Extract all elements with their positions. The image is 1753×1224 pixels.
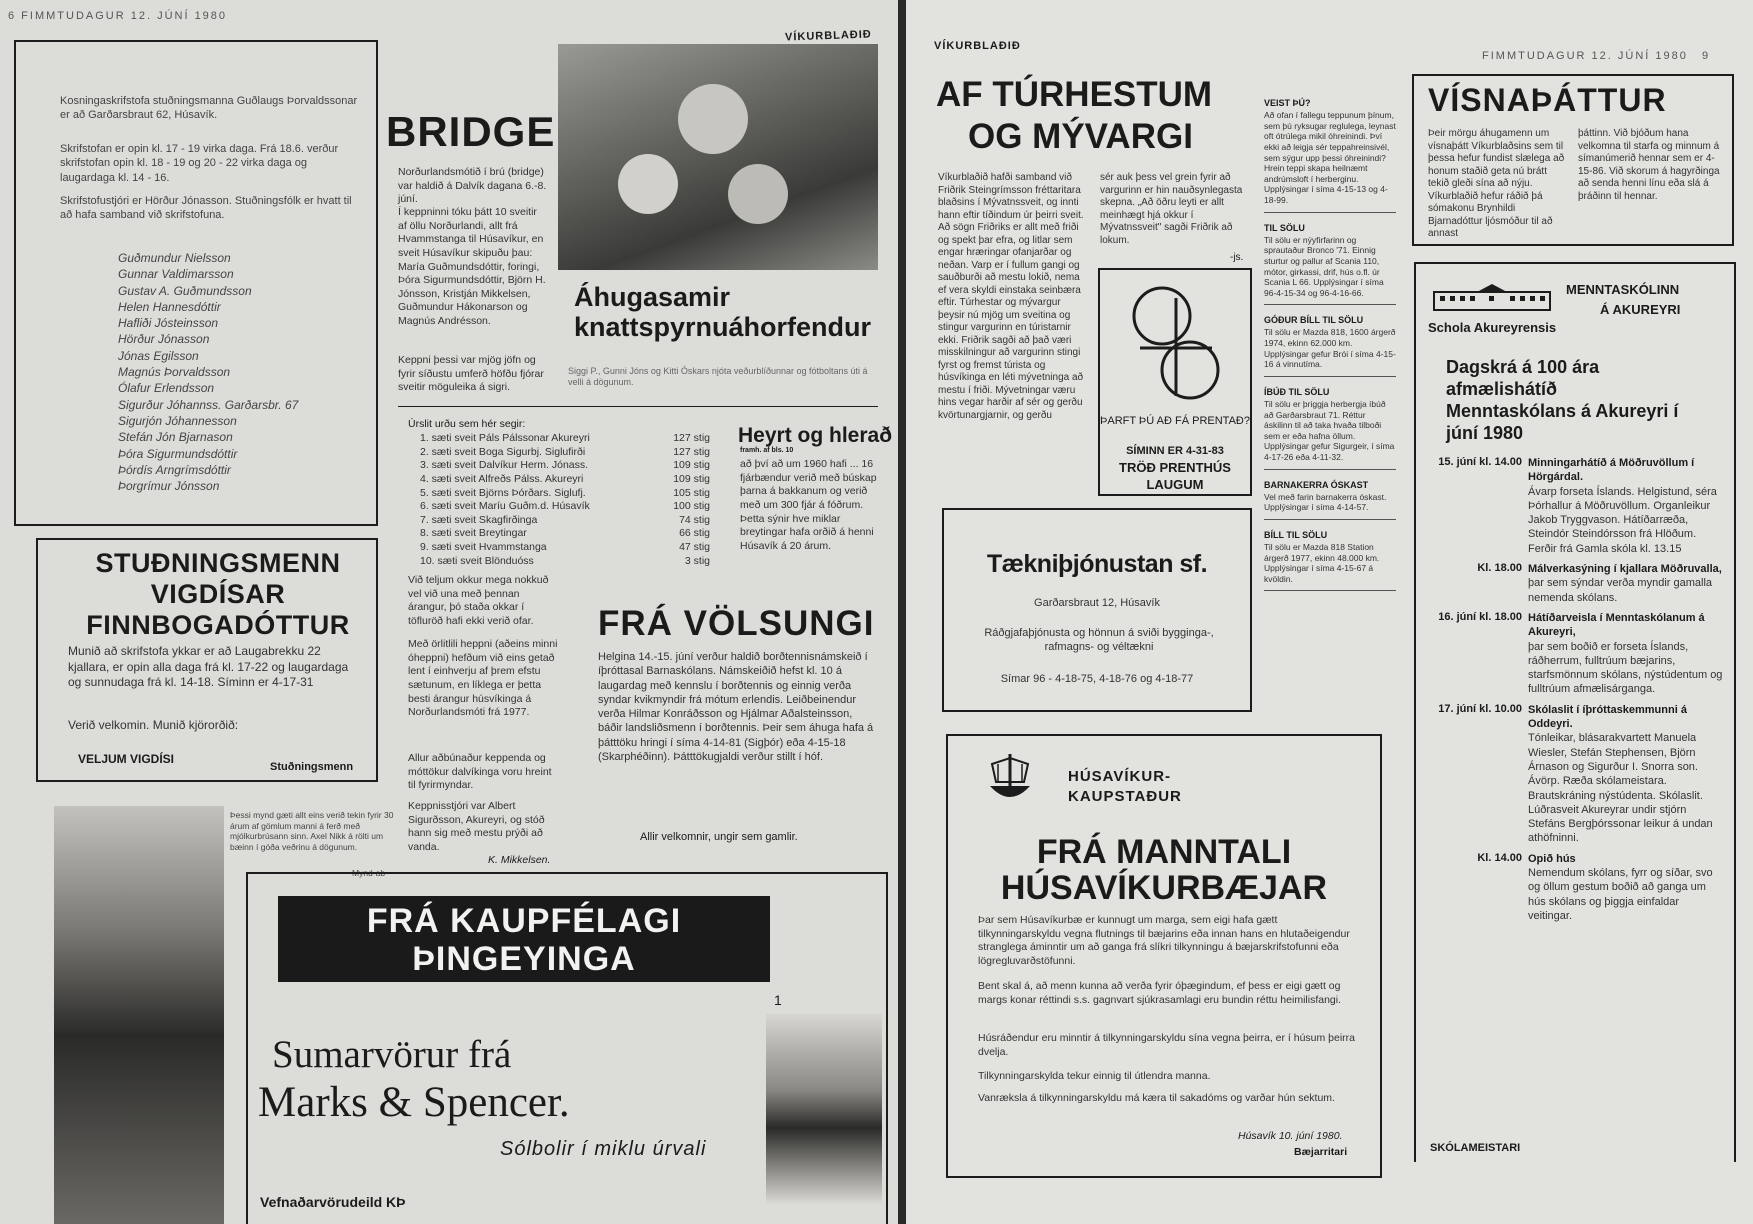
bridge-result-row <box>420 432 710 446</box>
manntal-paragraph-2: Bent skal á, að menn kunna að verða fyrir óþægindum, ef þess er eigi gætt og margs konar réttindi s.s. gagnvart sjúkrasamlagi eru bundin réttu heimilisfangi. <box>978 980 1342 1006</box>
supporter-name: Helen Hannesdóttir <box>118 299 221 314</box>
supporter-name: Sigurjón Jóhannesson <box>118 413 237 428</box>
classified-body: Að ofan í fallegu teppunum þínum, sem þú ryksugar reglulega, leynast oft ótrúlega mikil óhreinindi. Því ekki að leigja sér teppahreinsivél, sem sýgur upp þessi óhreinindi? Hrein teppi skapa heilnæmt andrúmsloft í herberginu. Upplýsingar í síma 4-15-13 og 4-18-99. <box>1264 110 1396 205</box>
supporter-name: Hafliði Jósteinsson <box>118 316 219 331</box>
supporter-name: Stefán Jón Bjarnason <box>118 430 233 445</box>
bridge-result-points: 3 stig <box>684 554 710 567</box>
visna-box <box>1412 74 1734 246</box>
schedule-event-title: Hátíðarveisla í Menntaskólanum á Akureyri, <box>1528 611 1705 639</box>
supporter-name: Hörður Jónasson <box>118 332 210 347</box>
bridge-title: BRIDGE <box>386 108 556 155</box>
volsungi-closing: Allir velkomnir, ungir sem gamlir. <box>640 831 798 843</box>
kaupfelag-title-2: ÞINGEYINGA <box>412 940 636 978</box>
classified-ad <box>1264 223 1396 306</box>
vigdis-title: STUÐNINGSMENN VIGDÍSAR FINNBOGADÓTTUR <box>86 548 350 640</box>
classified-ad <box>1264 315 1396 377</box>
classifieds-column <box>1264 90 1396 601</box>
right-page-number: 9 <box>1702 50 1711 62</box>
manntal-paragraph-4: Tilkynningarskylda tekur einnig til útlendra manna. <box>978 1070 1211 1082</box>
turhestar-col-1: Víkurblaðið hafði samband við Friðrik Steingrímsson fréttaritara blaðsins í Mývatnssveit, og innti hann eftir tíðindum úr þeirri sveit. Að sögn Friðriks er allt með friði og spekt þar efra, og litlar sem engar hræringar ofanjarðar og neðan. Varp er í fullum gangi og sauðburði að mestu lokið, nema ef vera skyldi einstaka seinbæra eftir. Túrhestar og mývargur þeysir nú mjög um sveitina og stingur vargurinn en túristarnir ekki. Friðrik sagði að það væri misskilningur að vargurinn stingi fyrst og fremst túrista og húsvíkinga en léti mývetninga að mestu í friði. Mývetningar væru hins vegar harðir af sér og gerðu kvörtunargjarnir, og gerðu <box>938 172 1084 421</box>
bridge-result-team: 9. sæti sveit Hvammstanga <box>420 541 547 554</box>
visna-col-2: þáttinn. Við bjóðum hana velkomna til starfa og minnum á símanúmerið hennar sem er 4-15-86. Við skorum á hagyrðinga að senda henni línu eða slá á þráðinn til hennar. <box>1578 128 1720 202</box>
schedule-item <box>1426 852 1726 923</box>
classified-body: Til sölu er Mazda 818, 1600 árgerð 1974, ekinn 62.000 km. Upplýsingar gefur Brói í síma 4-15-16 á vinnutíma. <box>1264 327 1396 370</box>
prenthus-location: LAUGUM <box>1146 477 1204 492</box>
taekni-name: Tækniþjónustan sf. <box>986 550 1208 578</box>
turhestar-col-2: sér auk þess vel grein fyrir að vargurinn er hin nauðsynlegasta skepna. „Að öðru leyti er allt meinhægt hjá okkur í Mývatnssveit" sagði Friðrik að lokum. <box>1100 172 1243 246</box>
classified-title: TIL SÖLU <box>1264 222 1305 233</box>
manntal-paragraph-1: Þar sem Húsavíkurbæ er kunnugt um marga, sem eigi hafa gætt tilkynningarskyldu vegna flutnings til bæjarins eða innan hans en hlutaðeigendur stranglega áminntir um að ganga frá slíkri tilkynningu á bæjarskrifstofunni eða lögregluvarðstöfunni. <box>978 914 1350 967</box>
model-photo <box>766 1014 882 1204</box>
bridge-result-row <box>420 473 710 487</box>
manntal-date: Húsavík 10. júní 1980. <box>1238 1130 1343 1142</box>
bridge-body-3: Keppni þessi var mjög jöfn og fyrir síðustu umferð höfðu fjórar sveitir möguleika á sigri. <box>398 354 544 394</box>
old-man-caption: Þessi mynd gæti allt eins verið tekin fyrir 30 árum af gömlum manni á ferð með mjólkurbrúsann sinn. Axel Nikk á rölti um bæinn í góða veðrinu á dögunum. <box>230 810 394 852</box>
bridge-results-table <box>420 432 710 568</box>
anniversary-schedule <box>1426 456 1726 929</box>
manntal-paragraph-3: Húsráðendur eru minntir á tilkynningarskyldu sína vegna þeirra, er í húsum þeirra dvelja. <box>978 1032 1356 1058</box>
bridge-result-row <box>420 541 710 555</box>
bridge-divider <box>398 406 878 407</box>
supporter-name: Þórdís Arngrímsdóttir <box>118 462 231 477</box>
schedule-heading: Dagskrá á 100 ára afmælishátíð Menntaskólans á Akureyri í júní 1980 <box>1446 357 1679 443</box>
school-master-signature: SKÓLAMEISTARI <box>1430 1142 1521 1154</box>
schedule-item <box>1426 703 1726 846</box>
bridge-result-team: 10. sæti sveit Blönduóss <box>420 554 534 567</box>
bridge-body-4: Við teljum okkur mega nokkuð vel við una með þennan árangur, þó staða okkar í töfluröð hafi ekki verið ofar. <box>408 574 549 627</box>
schedule-event-detail: Tónleikar, blásarakvartett Manuela Wiesler, Stefán Stephensen, Björn Árnason og Sigurður I. Snorra son. Ávörp. Ræða skólameistara. Brautskráning nýstúdenta. Skólaslit. Lúðrasveit Akureyrar undir stjórn Stefáns Bergþórssonar leikur á undan athöfninni. <box>1528 732 1713 845</box>
volsungi-body: Helgina 14.-15. júní verður haldið borðtennisnámskeið í íþróttasal Barnaskólans. Námskeiðið hefst kl. 10 á laugardag með kennslu í borðtennis og einnig verða syndar kvikmyndir frá mótum erlendis. Leiðbeinendur verða Hilmar Konráðsson og Hjálmar Aðalsteinsson, báðir landsliðsmenn í borðtennis. Þeir sem áhuga hafa á þátttöku hringi í síma 4-14-81 (Sigþór) eða 4-15-18 (Skarphéðinn). Þátttökugjaldi verður stillt í hóf. <box>598 651 874 764</box>
schedule-event-title: Málverkasýning í kjallara Möðruvalla, <box>1528 563 1722 576</box>
manntal-title-2: HÚSAVÍKURBÆJAR <box>1000 869 1328 907</box>
bridge-result-team: 5. sæti sveit Björns Þórðars. Siglufj. <box>420 486 586 499</box>
marks-slogan-1: Sumarvörur frá <box>272 1033 512 1076</box>
turhestar-title-2: OG MÝVARGI <box>968 117 1193 156</box>
municipality-name-1: HÚSAVÍKUR- <box>1068 768 1172 785</box>
schedule-event-detail: þar sem boðið er forseta Íslands, ráðherrum, fulltrúum bæjarins, starfsmönnum skólans, nýstúdentum og fulltrúum afmælisárganga. <box>1528 640 1723 696</box>
bridge-body-1: Norðurlandsmótið í brú (bridge) var haldið á Dalvík dagana 6.-8. júní. <box>398 166 547 206</box>
bridge-result-points: 66 stig <box>679 527 710 540</box>
bridge-body-7: Keppnisstjóri var Albert Sigurðsson, Akureyri, og stóð hann sig með mestu prýði að vanda. <box>408 800 545 853</box>
visna-col-1: Þeir mörgu áhugamenn um vísnaþátt Víkurblaðsins sem til þessa hefur fundist slælega að honum staðið geta nú brátt tekið gleði sína að nýju. Víkurblaðið hefur ráðið þá sómakonu Brynhildi Bjarnadóttur ljósmóður til að annast <box>1428 128 1565 239</box>
manntal-notice <box>946 734 1382 1178</box>
heyrt-subtitle: framh. af bls. 10 <box>740 447 794 454</box>
schedule-time: 17. júní kl. 10.00 <box>1438 702 1522 715</box>
vigdis-body: Munið að skrifstofa ykkar er að Laugabrekku 22 kjallara, er opin alla daga frá kl. 17-22 og laugardaga og sunnudaga frá kl. 14-18. Síminn er 4-17-31 <box>68 644 349 690</box>
campaign-hours: Skrifstofan er opin kl. 17 - 19 virka daga. Frá 18.6. verður skrifstofan opin kl. 18 - 19 og 20 - 22 virka daga og laugardaga kl. 14 - 16. <box>60 143 339 184</box>
classified-ad <box>1264 98 1396 213</box>
supporter-name: Þorgrímur Jónsson <box>118 479 220 494</box>
manntal-paragraph-5: Vanræksla á tilkynningarskyldu má kæra til sakadóms og varðar hún sektum. <box>978 1092 1335 1104</box>
school-building-icon <box>1432 282 1552 312</box>
schedule-time: 15. júní kl. 14.00 <box>1438 456 1522 468</box>
kaupfelag-ad <box>246 872 888 1224</box>
classified-ad <box>1264 387 1396 470</box>
football-spectators-photo <box>558 44 878 270</box>
bridge-result-points: 74 stig <box>679 513 710 526</box>
schedule-item <box>1426 456 1726 556</box>
left-masthead: VÍKURBLAÐIÐ <box>784 28 872 44</box>
municipality-name-2: KAUPSTAÐUR <box>1068 788 1182 805</box>
schedule-event-title: Opið hús <box>1528 852 1576 865</box>
classified-title: BÍLL TIL SÖLU <box>1264 529 1328 540</box>
vigdis-supporters-box <box>36 538 378 782</box>
marks-slogan-2: Marks & Spencer. <box>258 1079 570 1126</box>
right-newspaper-page <box>906 0 1753 1224</box>
schedule-event-detail: Ávarp forseta Íslands. Helgistund, séra Þórhallur á Möðruvöllum. Organleikur Jakob Tryggvason. Hátíðarræða, Steindór Steindórsson frá Hlöðum. Ferðir frá Gamla skóla kl. 13.15 <box>1528 485 1717 555</box>
classified-title: BARNAKERRA ÓSKAST <box>1264 479 1369 490</box>
football-headline: Áhugasamir knattspyrnuáhorfendur <box>574 282 872 342</box>
manntal-title-1: FRÁ MANNTALI <box>1036 833 1292 871</box>
right-masthead: VÍKURBLAÐIÐ <box>934 40 1021 52</box>
classified-title: GÓÐUR BÍLL TIL SÖLU <box>1264 315 1364 326</box>
supporter-name: Sigurður Jóhannss. Garðarsbr. 67 <box>118 397 299 412</box>
heyrt-title: Heyrt og hlerað <box>738 424 893 447</box>
schedule-time: 16. júní kl. 18.00 <box>1438 610 1522 623</box>
menntaskoli-box <box>1414 262 1736 1162</box>
ad-number: 1 <box>774 992 782 1008</box>
taekni-address: Garðarsbraut 12, Húsavík <box>1034 597 1160 609</box>
classified-body: Vel með farin barnakerra óskast. Upplýsingar í síma 4-14-57. <box>1264 491 1387 513</box>
classified-body: Til sölu er Mazda 818 Station árgerð 1977, ekinn 48.000 km. Upplýsingar í síma 4-15-67 á kvöldin. <box>1264 541 1380 584</box>
vigdis-signature: Stuðningsmenn <box>270 761 354 773</box>
bridge-result-row <box>420 487 710 501</box>
old-man-photo-credit: Mynd-ab <box>352 868 386 878</box>
prenthus-logo-icon <box>1120 278 1232 408</box>
schedule-item <box>1426 562 1726 605</box>
marks-subtitle: Sólbolir í miklu úrvali <box>500 1138 707 1160</box>
supporter-name: Guðmundur Nielsson <box>118 251 231 265</box>
supporter-name: Gunnar Valdimarsson <box>118 267 234 282</box>
husavik-crest-icon <box>984 750 1036 810</box>
classified-body: Til sölu er þriggja herbergja íbúð að Garðarsbraut 71. Réttur áskilinn til að taka hvaða tilboði sem er eða hafna öllum. Upplýsingar gefur Sigurgeir, í síma 4-17-26 eða 4-11-32. <box>1264 398 1395 462</box>
bridge-result-points: 109 stig <box>673 459 710 472</box>
schedule-item <box>1426 611 1726 697</box>
prenthus-ad <box>1098 268 1252 496</box>
manntal-signature: Bæjarritari <box>1294 1146 1348 1158</box>
bridge-body-2: Í keppninni tóku þátt 10 sveitir af öllu Norðurlandi, allt frá Hvammstanga til Húsavíkur, en sveit Húsavíkur skipuðu þau: María Guðmundsdóttir, foringi, Þóra Sigurmundsdóttir, Björn H. Jónsson, Kristján Mikkelsen, Guðmundur Hákonarson og Magnús Andrésson. <box>398 206 546 328</box>
supporters-list <box>118 250 368 494</box>
taekni-phones: Símar 96 - 4-18-75, 4-18-76 og 4-18-77 <box>1000 673 1194 685</box>
bridge-result-team: 8. sæti sveit Breytingar <box>420 527 527 540</box>
old-man-photo <box>54 806 224 1224</box>
bridge-result-team: 4. sæti sveit Alfreðs Pálss. Akureyri <box>420 472 584 485</box>
school-location: Á AKUREYRI <box>1600 302 1681 317</box>
bridge-result-row <box>420 459 710 473</box>
supporter-name: Þóra Sigurmundsdóttir <box>118 446 238 461</box>
bridge-signature: K. Mikkelsen. <box>488 854 551 866</box>
school-latin-name: Schola Akureyrensis <box>1428 320 1557 335</box>
schedule-event-detail: Nemendum skólans, fyrr og síðar, svo og öllum gestum boðið að ganga um hús skólans og þiggja einfaldar veitingar. <box>1528 867 1713 922</box>
schedule-time: Kl. 18.00 <box>1477 562 1522 575</box>
bridge-result-team: 3. sæti sveit Dalvíkur Herm. Jónass. <box>420 459 589 472</box>
supporter-name: Magnús Þorvaldsson <box>118 365 231 380</box>
bridge-result-row <box>420 446 710 460</box>
football-caption: Siggi P., Gunni Jóns og Kitti Óskars njóta veðurblíðunnar og fótboltans úti á velli á dögunum. <box>568 366 868 387</box>
bridge-result-team: 7. sæti sveit Skagfirðinga <box>420 513 538 526</box>
left-page-header: 6 FIMMTUDAGUR 12. JÚNÍ 1980 <box>8 10 228 22</box>
bridge-result-row <box>420 527 710 541</box>
campaign-manager: Skrifstofustjóri er Hörður Jónasson. Stuðningsfólk er hvatt til að hafa samband við skrifstofuna. <box>60 195 352 222</box>
bridge-result-team: 1. sæti sveit Páls Pálssonar Akureyri <box>420 432 590 444</box>
bridge-result-row <box>420 500 710 514</box>
classified-title: VEIST ÞÚ? <box>1264 98 1311 108</box>
supporter-name: Gustav A. Guðmundsson <box>118 283 252 298</box>
textile-department: Vefnaðarvörudeild KÞ <box>260 1194 406 1210</box>
campaign-office-box <box>14 40 378 526</box>
classified-body: Til sölu er nýyfirfarinn og sprautaður Bronco '71. Einnig sturtur og pallur af Scania 110, mótor, girkassi, drif, hús o.fl. úr Scania L 66. Upplýsingar í síma 96-4-15-34 og 96-4-16-66. <box>1264 234 1384 298</box>
bridge-result-points: 127 stig <box>673 445 710 458</box>
bridge-result-row <box>420 514 710 528</box>
classified-ad <box>1264 530 1396 592</box>
bridge-result-points: 105 stig <box>673 486 710 499</box>
bridge-result-team: 2. sæti sveit Boga Sigurbj. Siglufirði <box>420 445 586 458</box>
heyrt-body: að því að um 1960 hafi ... 16 fjárbændur verið með búskap þarna á bakkanum og verið með um 300 fjár á fóðrum. Þetta sýnir hve miklar breytingar hafa orðið á henni Húsavík á 20 árum. <box>740 458 877 552</box>
volsungi-title: FRÁ VÖLSUNGI <box>598 604 875 643</box>
supporter-name: Jónas Egilsson <box>118 348 199 363</box>
schedule-event-title: Skólaslit í íþróttaskemmunni á Oddeyri. <box>1528 703 1687 731</box>
bridge-result-points: 127 stig <box>673 432 710 444</box>
kaupfelag-title-1: FRÁ KAUPFÉLAGI <box>366 902 682 940</box>
taekni-services: Ráðgjafaþjónusta og hönnun á sviði bygginga-, rafmagns- og véltækni <box>984 627 1214 654</box>
vigdis-slogan: VELJUM VIGDÍSI <box>78 752 175 766</box>
bridge-result-team: 6. sæti sveit Maríu Guðm.d. Húsavík <box>420 500 590 513</box>
vigdis-welcome: Verið velkomin. Munið kjörorðið: <box>68 718 239 732</box>
right-page-header: FIMMTUDAGUR 12. JÚNÍ 1980 <box>1482 50 1688 62</box>
classified-ad <box>1264 480 1396 520</box>
supporter-name: Ólafur Erlendsson <box>118 381 215 396</box>
schedule-event-detail: þar sem sýndar verða myndir gamalla nemenda skólans. <box>1528 577 1713 604</box>
turhestar-title-1: AF TÚRHESTUM <box>936 75 1213 114</box>
bridge-result-points: 47 stig <box>679 541 710 554</box>
bridge-results-intro: Úrslit urðu sem hér segir: <box>408 418 526 430</box>
bridge-result-points: 100 stig <box>673 500 710 513</box>
classified-title: ÍBÚÐ TIL SÖLU <box>1264 386 1330 397</box>
school-name: MENNTASKÓLINN <box>1566 282 1680 297</box>
visna-title: VÍSNAÞÁTTUR <box>1428 82 1667 118</box>
bridge-body-6: Allur aðbúnaður keppenda og móttökur dalvíkinga voru hreint til fyrirmyndar. <box>408 752 552 792</box>
prenthus-name: TRÖÐ PRENTHÚS <box>1119 460 1231 475</box>
taekni-ad <box>942 508 1252 712</box>
bridge-result-points: 109 stig <box>673 472 710 485</box>
prenthus-question: ÞARFT ÞÚ AÐ FÁ PRENTAÐ? <box>1100 415 1250 427</box>
prenthus-phone: SÍMINN ER 4-31-83 <box>1126 445 1224 457</box>
kaupfelag-banner <box>278 896 770 982</box>
bridge-body-5: Með örlitlili heppni (aðeins minni óheppni) hefðum við eins getað lent í einhverju af þrem efstu sætunum, en líklega er þetta besti árangur húsvíkinga á Norðurlandsmóti frá 1977. <box>408 638 558 719</box>
schedule-time: Kl. 14.00 <box>1477 851 1522 864</box>
campaign-intro: Kosningaskrifstofa stuðningsmanna Guðlaugs Þorvaldssonar er að Garðarsbraut 62, Húsavík. <box>60 95 358 122</box>
turhestar-signature: -js. <box>1230 252 1244 263</box>
schedule-event-title: Minningarhátíð á Möðruvöllum í Hörgárdal. <box>1528 457 1695 484</box>
bridge-result-row <box>420 555 710 569</box>
